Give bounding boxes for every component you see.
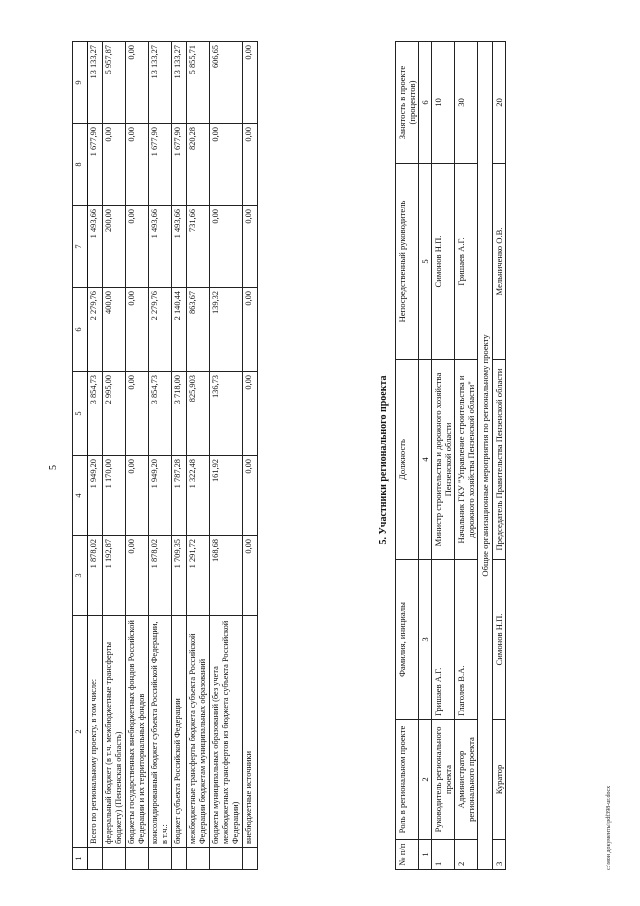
value-cell: 139,32 xyxy=(210,288,243,372)
value-cell: 0,00 xyxy=(243,536,258,616)
col-num: 2 xyxy=(73,616,88,848)
row-number: 1 xyxy=(432,840,455,870)
row-number-cell xyxy=(126,848,149,870)
row-label: бюджет субъекта Российской Федерации xyxy=(172,616,187,848)
manager-cell: Мельниченко О.В. xyxy=(493,164,506,360)
col-num: 8 xyxy=(73,124,88,206)
name-cell: Гришаев А.Г. xyxy=(432,560,455,720)
position-cell: Министр строительства и дорожного хозяйства Пензенской области xyxy=(432,360,455,560)
budget-column-numbers xyxy=(73,42,88,870)
value-cell: 825,903 xyxy=(187,372,210,456)
value-cell: 1 949,20 xyxy=(149,456,172,536)
group-title: Общие организационные мероприятия по региональному проекту xyxy=(478,42,493,870)
name-cell: Симонов Н.П. xyxy=(493,560,506,720)
table-row xyxy=(103,42,126,870)
name-cell: Глаголев В.А. xyxy=(455,560,478,720)
row-number-cell xyxy=(210,848,243,870)
row-label: консолидированный бюджет субъекта Российской Федерации, в т.ч.: xyxy=(149,616,172,848)
value-cell: 0,00 xyxy=(103,124,126,206)
value-cell: 3 854,73 xyxy=(88,372,103,456)
table-row xyxy=(187,42,210,870)
value-cell: 0,00 xyxy=(243,288,258,372)
row-number-cell xyxy=(243,848,258,870)
col-num: 5 xyxy=(419,164,432,360)
table-row xyxy=(243,42,258,870)
load-cell: 30 xyxy=(455,42,478,164)
value-cell: 13 133,27 xyxy=(88,42,103,124)
participants-column-numbers xyxy=(419,42,432,870)
table-row xyxy=(210,42,243,870)
value-cell: 1 291,72 xyxy=(187,536,210,616)
value-cell: 1 170,00 xyxy=(103,456,126,536)
row-number-cell xyxy=(172,848,187,870)
row-number-cell xyxy=(187,848,210,870)
role-cell: Администратор регионального проекта xyxy=(455,720,478,840)
position-cell: Председатель Правительства Пензенской области xyxy=(493,360,506,560)
value-cell: 1 709,35 xyxy=(172,536,187,616)
value-cell: 863,67 xyxy=(187,288,210,372)
position-cell: Начальник ГКУ "Управление строительства и дорожного хозяйства Пензенской области" xyxy=(455,360,478,560)
row-label: бюджеты муниципальных образований (без учета межбюджетных трансфертов из бюджета субъекта Российской Федерации) xyxy=(210,616,243,848)
value-cell: 2 995,00 xyxy=(103,372,126,456)
value-cell: 1 878,02 xyxy=(149,536,172,616)
value-cell: 0,00 xyxy=(126,42,149,124)
value-cell: 1 322,48 xyxy=(187,456,210,536)
role-cell: Куратор xyxy=(493,720,506,840)
header-cell: Роль в региональном проекте xyxy=(396,720,419,840)
manager-cell: Симонов Н.П. xyxy=(432,164,455,360)
value-cell: 820,28 xyxy=(187,124,210,206)
value-cell: 5 855,71 xyxy=(187,42,210,124)
footer-file-path: c:\мои документы\pdf398-ur.docx xyxy=(606,785,612,870)
value-cell: 13 133,27 xyxy=(149,42,172,124)
value-cell: 0,00 xyxy=(243,456,258,536)
row-label: Всего по региональному проекту, в том числе: xyxy=(88,616,103,848)
col-num: 2 xyxy=(419,720,432,840)
group-title-row xyxy=(478,42,493,870)
budget-table xyxy=(72,41,258,870)
value-cell: 168,68 xyxy=(210,536,243,616)
value-cell: 136,73 xyxy=(210,372,243,456)
header-cell: Непосредственный руководитель xyxy=(396,164,419,360)
header-cell: Должность xyxy=(396,360,419,560)
rotated-page xyxy=(40,20,620,900)
col-num: 6 xyxy=(419,42,432,164)
row-label: федеральный бюджет (в т.ч. межбюджетные трансферты бюджету) (Пензенская область) xyxy=(103,616,126,848)
page-number: 5 xyxy=(48,465,59,470)
value-cell: 0,00 xyxy=(126,456,149,536)
col-num: 9 xyxy=(73,42,88,124)
value-cell: 161,92 xyxy=(210,456,243,536)
value-cell: 13 133,27 xyxy=(172,42,187,124)
participants-table xyxy=(395,41,506,870)
value-cell: 1 493,66 xyxy=(88,206,103,288)
manager-cell: Гришаев А.Г. xyxy=(455,164,478,360)
value-cell: 2 140,44 xyxy=(172,288,187,372)
table-row xyxy=(126,42,149,870)
col-num: 4 xyxy=(419,360,432,560)
value-cell: 3 718,00 xyxy=(172,372,187,456)
value-cell: 1 787,28 xyxy=(172,456,187,536)
value-cell: 0,00 xyxy=(243,206,258,288)
col-num: 1 xyxy=(73,848,88,870)
value-cell: 200,00 xyxy=(103,206,126,288)
value-cell: 5 957,87 xyxy=(103,42,126,124)
table-row xyxy=(432,42,455,870)
value-cell: 0,00 xyxy=(243,42,258,124)
value-cell: 400,00 xyxy=(103,288,126,372)
table-row xyxy=(455,42,478,870)
value-cell: 0,00 xyxy=(210,206,243,288)
row-number: 3 xyxy=(493,840,506,870)
col-num: 4 xyxy=(73,456,88,536)
col-num: 3 xyxy=(419,560,432,720)
value-cell: 0,00 xyxy=(210,124,243,206)
col-num: 6 xyxy=(73,288,88,372)
value-cell: 0,00 xyxy=(126,124,149,206)
value-cell: 0,00 xyxy=(126,372,149,456)
value-cell: 0,00 xyxy=(126,206,149,288)
value-cell: 0,00 xyxy=(126,536,149,616)
value-cell: 1 677,90 xyxy=(172,124,187,206)
header-cell: Фамилия, инициалы xyxy=(396,560,419,720)
row-label: бюджеты государственных внебюджетных фондов Российской Федерации и их территориальных фондов xyxy=(126,616,149,848)
load-cell: 10 xyxy=(432,42,455,164)
row-number-cell xyxy=(88,848,103,870)
value-cell: 0,00 xyxy=(243,124,258,206)
value-cell: 2 279,76 xyxy=(149,288,172,372)
row-label: внебюджетные источники xyxy=(243,616,258,848)
value-cell: 1 493,66 xyxy=(149,206,172,288)
table-row xyxy=(172,42,187,870)
role-cell: Руководитель регионального проекта xyxy=(432,720,455,840)
value-cell: 1 192,87 xyxy=(103,536,126,616)
col-num: 5 xyxy=(73,372,88,456)
row-number-cell xyxy=(103,848,126,870)
header-cell: Занятость в проекте (процентов) xyxy=(396,42,419,164)
value-cell: 1 493,66 xyxy=(172,206,187,288)
value-cell: 1 949,20 xyxy=(88,456,103,536)
load-cell: 20 xyxy=(493,42,506,164)
row-number-cell xyxy=(149,848,172,870)
col-num: 7 xyxy=(73,206,88,288)
value-cell: 1 677,90 xyxy=(88,124,103,206)
col-num: 1 xyxy=(419,840,432,870)
value-cell: 0,00 xyxy=(243,372,258,456)
table-row xyxy=(149,42,172,870)
table-row xyxy=(88,42,103,870)
value-cell: 1 878,02 xyxy=(88,536,103,616)
row-label: межбюджетные трансферты бюджета субъекта Российской Федерации бюджетам муниципальных образований xyxy=(187,616,210,848)
value-cell: 1 677,90 xyxy=(149,124,172,206)
table-row xyxy=(493,42,506,870)
participants-header-row xyxy=(396,42,419,870)
value-cell: 606,65 xyxy=(210,42,243,124)
value-cell: 731,66 xyxy=(187,206,210,288)
value-cell: 3 854,73 xyxy=(149,372,172,456)
col-num: 3 xyxy=(73,536,88,616)
value-cell: 2 279,76 xyxy=(88,288,103,372)
header-cell: № п/п xyxy=(396,840,419,870)
section-title: 5. Участники регионального проекта xyxy=(378,375,389,545)
value-cell: 0,00 xyxy=(126,288,149,372)
row-number: 2 xyxy=(455,840,478,870)
